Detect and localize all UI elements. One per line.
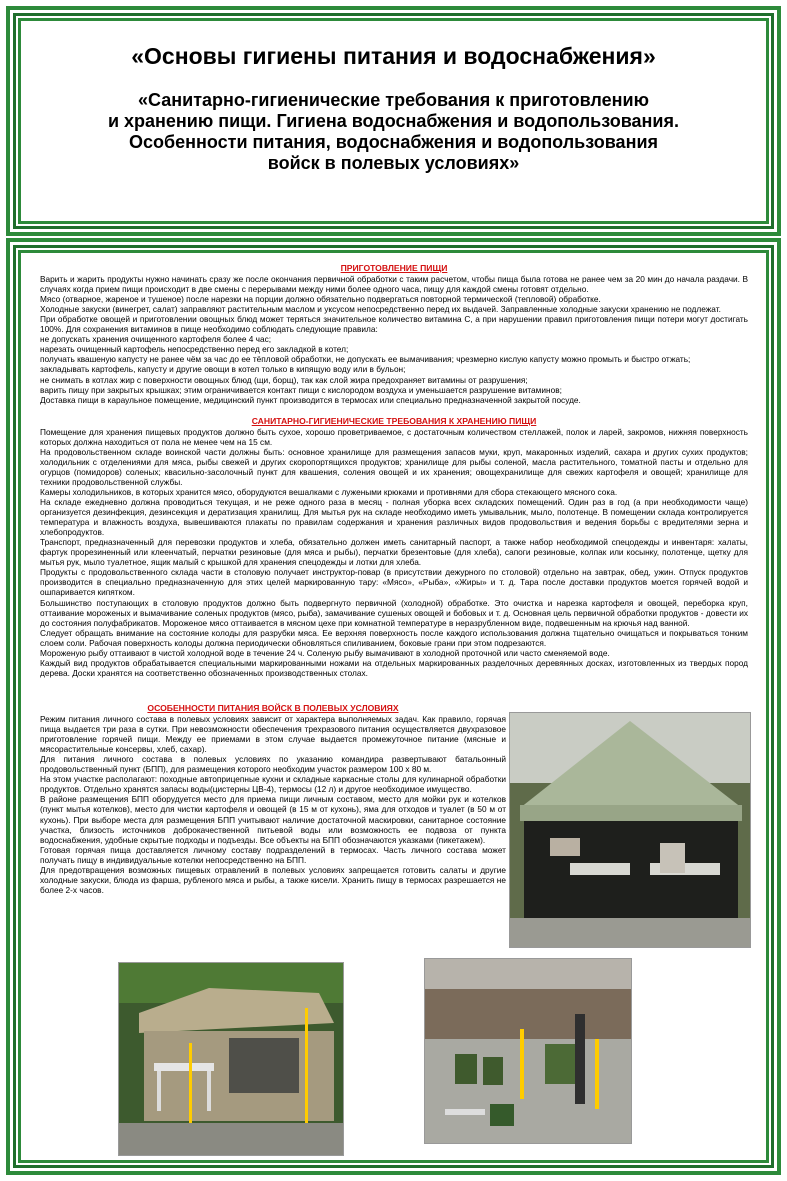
- upper-content: [40, 262, 748, 678]
- paragraph: Каждый вид продуктов обрабатывается специальными маркированными ножами на отдельных маркированных разделочных деревянных досках, изготовленных из твердых пород дерева. Доски хранятся на соответственно обозначенных производственных столах.: [40, 657, 748, 678]
- paragraph: На продовольственном складе воинской части должны быть: основное хранилище для размещения запасов муки, круп, макаронных изделий, сахара и других сухих продуктов; холодильник с отделениями для мяса, рыбы свежей и других скоропортящихся продуктов; хранилище для рыбы соленой, масла растительного, томатной пасты и отдельно для огурцов (помидоров) соленых; квасильно-засолочный пункт для квашения, соления овощей и их хранения; овощехранилище для свежих картофеля и овощей; хранилище для техники продовольственной службы.: [40, 446, 748, 487]
- paragraph: не допускать хранения очищенного картофеля более 4 час;: [40, 334, 272, 345]
- section-heading-storage: САНИТАРНО-ГИГИЕНИЧЕСКИЕ ТРЕБОВАНИЯ К ХРАНЕНИЮ ПИЩИ: [251, 415, 537, 426]
- paragraph: На складе ежедневно должна проводиться текущая, и не реже одного раза в месяц - полная уборка всех складских помещений. Один раз в год (а при необходимости чаще) организуется дезинфекция, дезинсекция и дератизация хранилищ. Для мытья рук на складе необходимо иметь умывальник, мыло, полотенце. В помещении склада контролируется температура и влажность воздуха, вывешиваются плакаты по правилам содержания и хранения различных видов продовольствия и ведения борьбы с вредителями зерна и хлебопродуктов.: [40, 497, 748, 538]
- paragraph: Режим питания личного состава в полевых условиях зависит от характера выполняемых задач. Как правило, горячая пища выдается три раза в сутки. При невозможности обеспечения трехразового питания осуществляется двухразовое приготовление горячей пищи. Между ее приемами в этом случае выдается промежуточное питание (мясные и мясорастительные консервы, хлеб, сахар).: [40, 714, 506, 755]
- paragraph: Продукты с продовольственного склада части в столовую получает инструктор-повар (в присутствии дежурного по столовой) отдельно на завтрак, обед, ужин. Отпуск продуктов производится в специально предназначенную для этих целей маркированную тару: «Мясо», «Рыба», «Жиры» и т. д. Тара после доставки продуктов моется горячей водой и ошпаривается кипятком.: [40, 567, 748, 598]
- paragraph: Помещение для хранения пищевых продуктов должно быть сухое, хорошо проветриваемое, с достаточным количеством стеллажей, полок и ларей, закромов, нижняя поверхность которых должна находиться от пола не менее чем на 15 см.: [40, 426, 748, 447]
- paragraph: Мороженую рыбу оттаивают в чистой холодной воде в течение 24 ч. Соленую рыбу вымачивают в холодной проточной или часто сменяемой воде.: [40, 647, 610, 658]
- subtitle-line: войск в полевых условиях»: [267, 153, 520, 173]
- paragraph: Транспорт, предназначенный для перевозки продуктов и хлеба, обязательно должен иметь санитарный паспорт, а также набор необходимой спецодежды и инвентаря: халаты, фартук прорезиненный или клеенчатый, перчатки резиновые (для мяса и рыбы), перчатки брезентовые (для хлеба), сапоги резиновые, колпак или косынку, полотенце, щетку для мытья рук, мыло туалетное, ящик малый с крышкой для хранения спецодежды и лотки для хлеба.: [40, 537, 748, 568]
- paragraph: Большинство поступающих в столовую продуктов должно быть подвергнуто первичной (холодной) обработке. Это очистка и нарезка картофеля и овощей, переборка круп, оттаивание мороженых и вымачивание соленых продуктов (мясо, рыба), замачивание сушеных овощей и бобовых и т. д. Основная цель первичной обработки продуктов - довести их до состояния полуфабрикатов. Мороженое мясо оттаивается в мясном цехе при комнатной температуре в неразрубленном виде, подвешенным на крючья над ванной.: [40, 597, 748, 628]
- subtitle-line: и хранению пищи. Гигиена водоснабжения и водопользования.: [107, 111, 680, 131]
- paragraph: Для питания личного состава в полевых условиях по указанию командира развертывают батальонный продовольственный пункт (БПП), для размещения которого необходим участок размером 100 х 80 м.: [40, 754, 506, 775]
- paragraph: Доставка пищи в караульное помещение, медицинский пункт производится в термосах или специально предназначенной закрытой посуде.: [40, 394, 581, 405]
- page-title: «Основы гигиены питания и водоснабжения»: [131, 43, 656, 69]
- paragraph: Следует обращать внимание на состояние колоды для разрубки мяса. Ее верхняя поверхность после каждого использования должна тщательно очищаться и покрываться тонким слоем соли. Рабочая поверхность колоды должна периодически обновляться спиливанием, боковые грани при этом подрезаются.: [40, 627, 748, 648]
- paragraph: не снимать в котлах жир с поверхности овощных блюд (щи, борщ), так как слой жира предохраняет витамины от разрушения;: [40, 374, 528, 385]
- page-subtitle: [30, 90, 757, 174]
- title-block: [30, 26, 757, 174]
- paragraph: закладывать картофель, капусту и другие овощи в котел только в кипящую воду или в бульон;: [40, 364, 406, 375]
- paragraph: Варить и жарить продукты нужно начинать сразу же после окончания первичной обработки с таким расчетом, чтобы пища была готова не ранее чем за 20 мин до начала раздачи. В случаях когда прием пищи происходит в две смены с перерывами между ними более одного часа, пищу для каждой смены готовят отдельно.: [40, 274, 748, 295]
- section-heading-cooking: ПРИГОТОВЛЕНИЕ ПИЩИ: [340, 263, 448, 273]
- paragraph: Камеры холодильников, в которых хранится мясо, оборудуются вешалками с лужеными крюками и противнями для сбора стекающего мясного сока.: [40, 486, 618, 497]
- field-section: [40, 702, 506, 895]
- subtitle-line: «Санитарно-гигиенические требования к приготовлению: [138, 90, 649, 110]
- paragraph: Холодные закуски (винегрет, салат) заправляют растительным маслом и уксусом непосредственно перед их выдачей. Заправленные холодные закуски хранению не подлежат.: [40, 304, 721, 315]
- paragraph: Мясо (отварное, жареное и тушеное) после нарезки на порции должно обязательно подвергаться повторной термической (тепловой) обработке.: [40, 294, 601, 305]
- paragraph: При обработке овощей и приготовлении овощных блюд может теряться значительное количество витамина С, а при нарушении правил приготовления пищи потери могут достигать 100%. Для сохранения витаминов в пище необходимо соблюдать следующие правила:: [40, 314, 748, 335]
- field-station-photo: [424, 958, 632, 1144]
- paragraph: получать квашеную капусту не ранее чём за час до ее тёпловой обработки, не допускать ее вымачивания; чрезмерно кислую капусту можно промыть и быстро отжать;: [40, 354, 691, 365]
- paragraph: В районе размещения БПП оборудуется место для приема пищи личным составом, место для мойки рук и котелков (пункт мытья котелков), место для чистки картофеля и овощей (в 15 м от кухонь), яма для отходов и туалет (в 50 м от кухонь). При выборе места для размещения БПП учитывают наличие достаточной маскировки, санитарное состояние участка, близость источников доброкачественной питьевой воды или возможность ее подвоза от пункта водоснабжения, удобные скрытые подходы и подъезды. Все объекты на БПП обозначаются указками (пикетажем).: [40, 794, 506, 845]
- field-tent-photo: [509, 712, 751, 948]
- paragraph: На этом участке располагают: походные автоприцепные кухни и складные каркасные столы для кулинарной обработки продуктов. Отдельно хранятся запасы воды(цистерны ЦВ-4), термосы (12 л) и другое необходимое имущество.: [40, 774, 506, 795]
- field-kitchen-photo: [118, 962, 344, 1156]
- paragraph: варить пищу при закрытых крышках; этим ограничивается контакт пищи с кислородом воздуха и уменьшается разрушение витаминов;: [40, 384, 562, 395]
- paragraph: Готовая горячая пища доставляется личному составу подразделений в термосах. Часть личного состава может получать пищу в индивидуальные котелки непосредственно на БПП.: [40, 844, 506, 865]
- section-heading-field: ОСОБЕННОСТИ ПИТАНИЯ ВОЙСК В ПОЛЕВЫХ УСЛОВИЯХ: [147, 703, 399, 713]
- subtitle-line: Особенности питания, водоснабжения и водопользования: [128, 132, 659, 152]
- paragraph: нарезать очищенный картофель непосредственно перед его закладкой в котел;: [40, 344, 349, 355]
- paragraph: Для предотвращения возможных пищевых отравлений в полевых условиях запрещается готовить салаты и другие холодные закуски, блюда из фарша, рубленого мяса и рыбы, а также кисели. Хранить пищу в термосах разрешается не более 2-х часов.: [40, 864, 506, 895]
